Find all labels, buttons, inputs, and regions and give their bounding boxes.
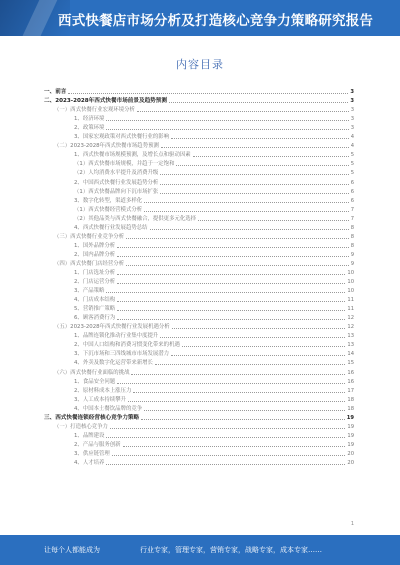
toc-entry-label: 1、国外品牌分析 bbox=[74, 242, 116, 249]
toc-entry-label: 4、人才培养 bbox=[74, 459, 105, 466]
toc-entry-page: 18 bbox=[347, 405, 354, 412]
toc-entry[interactable] bbox=[44, 86, 354, 95]
toc-entry-page: 20 bbox=[347, 450, 354, 457]
toc-entry-label: 一、前言 bbox=[44, 89, 67, 96]
toc-entry-label: 2、政策环境 bbox=[74, 125, 105, 132]
toc-entry[interactable] bbox=[44, 131, 354, 140]
toc-entry[interactable] bbox=[44, 149, 354, 158]
toc-entry-page: 15 bbox=[347, 360, 354, 367]
toc-entry[interactable] bbox=[44, 357, 354, 366]
toc-entry-label: 3、产品策略 bbox=[74, 288, 105, 295]
toc-dot-leader bbox=[117, 282, 345, 284]
toc-entry[interactable] bbox=[44, 394, 354, 403]
toc-entry[interactable] bbox=[44, 122, 354, 131]
toc-entry-page: 7 bbox=[350, 215, 354, 222]
toc-dot-leader bbox=[106, 436, 345, 438]
toc-entry-page: 10 bbox=[347, 269, 354, 276]
toc-entry-page: 9 bbox=[350, 251, 354, 258]
toc-entry-label: （2）人均消费水平提升及消费升级 bbox=[74, 170, 159, 177]
toc-entry-label: （二）2023-2028年西式快餐市场趋势预测 bbox=[54, 143, 159, 150]
toc-dot-leader bbox=[126, 237, 349, 239]
toc-entry-page: 3 bbox=[350, 98, 354, 105]
toc-entry-page: 18 bbox=[347, 396, 354, 403]
toc-entry-page: 20 bbox=[347, 459, 354, 466]
toc-dot-leader bbox=[160, 192, 348, 194]
toc-dot-leader bbox=[112, 454, 346, 456]
toc-entry-label: 1、品牌连锁化推动行业集中度提升 bbox=[74, 333, 159, 340]
toc-entry-page: 6 bbox=[350, 197, 354, 204]
toc-dot-leader bbox=[117, 273, 345, 275]
toc-entry[interactable] bbox=[44, 249, 354, 258]
toc-entry-label: 4、外卖及数字化运营带来新增长 bbox=[74, 360, 153, 367]
toc-entry[interactable] bbox=[44, 167, 354, 176]
toc-entry-label: （三）西式快餐行业竞争分析 bbox=[54, 233, 125, 240]
toc-entry[interactable] bbox=[44, 448, 354, 457]
toc-entry[interactable] bbox=[44, 366, 354, 375]
toc-entry[interactable] bbox=[44, 231, 354, 240]
toc-entry-page: 16 bbox=[347, 369, 354, 376]
toc-entry[interactable] bbox=[44, 195, 354, 204]
toc-entry-page: 13 bbox=[347, 333, 354, 340]
toc-entry-label: 3、下沉市场和三四线城市市场发展潜力 bbox=[74, 351, 170, 358]
toc-entry-label: （一）打造核心竞争力 bbox=[54, 423, 108, 430]
toc-entry-label: （1）西式快餐品牌向下沉市场扩张 bbox=[74, 188, 159, 195]
page-number: 1 bbox=[350, 521, 354, 527]
toc-entry-label: （六）西式快餐行业面临的挑战 bbox=[54, 369, 130, 376]
toc-entry-label: （1）西式快餐经营模式分析 bbox=[74, 206, 143, 213]
toc-entry-page: 11 bbox=[347, 306, 354, 313]
toc-dot-leader bbox=[106, 128, 348, 130]
toc-dot-leader bbox=[171, 354, 345, 356]
table-of-contents bbox=[44, 86, 354, 466]
toc-entry-label: （1）西式快餐市场规模，并趋于一定饱和 bbox=[74, 161, 175, 168]
footer-banner bbox=[0, 535, 400, 565]
footer-slogan-right: 行业专家，管理专家，营销专家，战略专家，成本专家…… bbox=[140, 546, 322, 554]
toc-entry-page: 9 bbox=[350, 260, 354, 267]
toc-entry[interactable] bbox=[44, 439, 354, 448]
report-title: 西式快餐店市场分析及打造核心竞争力策略研究报告 bbox=[58, 13, 374, 29]
toc-entry-page: 13 bbox=[347, 342, 354, 349]
toc-entry[interactable] bbox=[44, 285, 354, 294]
toc-entry-label: （四）西式快餐门店经营分析 bbox=[54, 260, 125, 267]
toc-entry-page: 19 bbox=[347, 432, 354, 439]
toc-entry[interactable] bbox=[44, 330, 354, 339]
toc-dot-leader bbox=[128, 400, 345, 402]
toc-entry-page: 10 bbox=[347, 288, 354, 295]
toc-dot-leader bbox=[198, 219, 349, 221]
toc-dot-leader bbox=[176, 164, 348, 166]
toc-entry-page: 10 bbox=[347, 279, 354, 286]
toc-entry-page: 3 bbox=[350, 116, 354, 123]
toc-dot-leader bbox=[155, 363, 345, 365]
toc-dot-leader bbox=[137, 110, 349, 112]
toc-entry[interactable] bbox=[44, 113, 354, 122]
toc-entry[interactable] bbox=[44, 312, 354, 321]
toc-entry-label: 3、国家宏观政策对西式快餐行业的影响 bbox=[74, 134, 170, 141]
toc-entry-label: 1、品牌建设 bbox=[74, 432, 105, 439]
toc-dot-leader bbox=[126, 264, 349, 266]
toc-entry[interactable] bbox=[44, 95, 354, 104]
toc-entry-label: 三、西式快餐连锁经营核心竞争力策略 bbox=[44, 414, 140, 421]
toc-entry[interactable] bbox=[44, 376, 354, 385]
toc-entry-label: 6、顾客消费行为 bbox=[74, 315, 116, 322]
toc-dot-leader bbox=[182, 345, 346, 347]
toc-entry[interactable] bbox=[44, 339, 354, 348]
toc-entry-label: 3、供应链管理 bbox=[74, 450, 110, 457]
toc-dot-leader bbox=[117, 300, 345, 302]
toc-entry-label: 5、营销推广策略 bbox=[74, 306, 116, 313]
toc-entry-page: 19 bbox=[347, 423, 354, 430]
toc-dot-leader bbox=[161, 146, 349, 148]
report-header-banner bbox=[0, 0, 400, 36]
toc-entry[interactable] bbox=[44, 176, 354, 185]
toc-entry-label: 2、产品与服务创新 bbox=[74, 441, 121, 448]
toc-entry-label: （2）其他品类与西式快餐融合，提供更多元化选择 bbox=[74, 215, 197, 222]
toc-dot-leader bbox=[117, 255, 349, 257]
toc-dot-leader bbox=[150, 228, 349, 230]
toc-entry-label: 二、2023-2028年西式快餐市场前景及趋势预测 bbox=[44, 98, 167, 105]
toc-entry-page: 19 bbox=[346, 414, 354, 421]
toc-entry-label: 1、门店选址分析 bbox=[74, 269, 116, 276]
toc-entry-label: 2、国内品牌分析 bbox=[74, 251, 116, 258]
toc-dot-leader bbox=[172, 327, 346, 329]
toc-entry[interactable] bbox=[44, 213, 354, 222]
toc-entry-label: 1、西式快餐市场规模预测，及增长点和驱动因素 bbox=[74, 152, 191, 159]
toc-entry[interactable] bbox=[44, 276, 354, 285]
toc-entry[interactable] bbox=[44, 186, 354, 195]
toc-dot-leader bbox=[131, 373, 345, 375]
toc-entry-page: 14 bbox=[347, 351, 354, 358]
toc-entry-page: 12 bbox=[347, 324, 354, 331]
toc-entry[interactable] bbox=[44, 412, 354, 421]
toc-dot-leader bbox=[106, 291, 345, 293]
toc-dot-leader bbox=[169, 101, 348, 103]
toc-entry-page: 4 bbox=[350, 134, 354, 141]
toc-entry[interactable] bbox=[44, 294, 354, 303]
toc-entry[interactable] bbox=[44, 240, 354, 249]
toc-entry-label: 2、中国人口结构和消费习惯变化带来的机遇 bbox=[74, 342, 180, 349]
toc-entry-page: 3 bbox=[350, 89, 354, 96]
toc-entry[interactable] bbox=[44, 348, 354, 357]
toc-dot-leader bbox=[171, 137, 349, 139]
toc-dot-leader bbox=[110, 427, 345, 429]
toc-entry-label: 4、门店成本结构 bbox=[74, 297, 116, 304]
toc-entry-label: 1、食品安全问题 bbox=[74, 378, 116, 385]
toc-dot-leader bbox=[117, 382, 345, 384]
toc-entry[interactable] bbox=[44, 303, 354, 312]
toc-entry[interactable] bbox=[44, 258, 354, 267]
toc-entry-label: 2、中国西式快餐行业发展趋势分析 bbox=[74, 179, 159, 186]
toc-entry-page: 6 bbox=[350, 188, 354, 195]
toc-entry-label: 2、原材料成本上涨压力 bbox=[74, 387, 132, 394]
toc-entry[interactable] bbox=[44, 267, 354, 276]
toc-dot-leader bbox=[160, 336, 345, 338]
toc-dot-leader bbox=[160, 173, 348, 175]
toc-heading: 内容目录 bbox=[176, 58, 224, 71]
toc-entry[interactable] bbox=[44, 140, 354, 149]
footer-slogan-left: 让每个人都能成为 bbox=[44, 546, 100, 554]
toc-entry-page: 11 bbox=[347, 297, 354, 304]
toc-dot-leader bbox=[68, 92, 348, 94]
toc-dot-leader bbox=[133, 391, 345, 393]
toc-entry-label: （一）西式快餐行业宏观环境分析 bbox=[54, 107, 135, 114]
toc-entry[interactable] bbox=[44, 321, 354, 330]
toc-entry[interactable] bbox=[44, 158, 354, 167]
toc-entry-page: 17 bbox=[347, 387, 354, 394]
toc-entry-page: 5 bbox=[350, 161, 354, 168]
toc-dot-leader bbox=[144, 210, 349, 212]
toc-entry-label: 4、西式快餐行业发展趋势总结 bbox=[74, 224, 148, 231]
toc-dot-leader bbox=[144, 201, 349, 203]
toc-entry-page: 8 bbox=[350, 242, 354, 249]
toc-entry[interactable] bbox=[44, 403, 354, 412]
toc-entry-page: 12 bbox=[347, 315, 354, 322]
toc-dot-leader bbox=[106, 119, 348, 121]
toc-entry-label: 4、中国本土餐饮品牌的竞争 bbox=[74, 405, 143, 412]
toc-entry-label: 2、门店运营分析 bbox=[74, 279, 116, 286]
toc-dot-leader bbox=[160, 183, 348, 185]
toc-entry-label: 3、人工成本持续攀升 bbox=[74, 396, 126, 403]
toc-dot-leader bbox=[193, 155, 349, 157]
toc-entry-label: 1、经济环境 bbox=[74, 116, 105, 123]
toc-entry[interactable] bbox=[44, 204, 354, 213]
toc-dot-leader bbox=[117, 246, 349, 248]
toc-entry[interactable] bbox=[44, 421, 354, 430]
toc-entry[interactable] bbox=[44, 457, 354, 466]
toc-entry-page: 3 bbox=[350, 107, 354, 114]
toc-entry-page: 5 bbox=[350, 152, 354, 159]
toc-entry-page: 16 bbox=[347, 378, 354, 385]
toc-entry-page: 6 bbox=[350, 179, 354, 186]
toc-entry[interactable] bbox=[44, 104, 354, 113]
toc-dot-leader bbox=[106, 463, 345, 465]
toc-dot-leader bbox=[144, 409, 345, 411]
toc-dot-leader bbox=[117, 309, 345, 311]
toc-dot-leader bbox=[117, 318, 345, 320]
toc-entry-page: 4 bbox=[350, 143, 354, 150]
toc-entry[interactable] bbox=[44, 430, 354, 439]
toc-entry-page: 3 bbox=[350, 125, 354, 132]
toc-entry-label: 3、数字化转型，渠道多样化 bbox=[74, 197, 143, 204]
toc-entry[interactable] bbox=[44, 222, 354, 231]
toc-entry-page: 5 bbox=[350, 170, 354, 177]
toc-entry-page: 8 bbox=[350, 233, 354, 240]
toc-entry-page: 19 bbox=[347, 441, 354, 448]
toc-entry-label: （五）2023-2028年西式快餐行业发展机遇分析 bbox=[54, 324, 170, 331]
toc-entry-page: 8 bbox=[350, 224, 354, 231]
toc-dot-leader bbox=[141, 418, 345, 420]
toc-entry[interactable] bbox=[44, 385, 354, 394]
toc-dot-leader bbox=[123, 445, 346, 447]
toc-entry-page: 7 bbox=[350, 206, 354, 213]
